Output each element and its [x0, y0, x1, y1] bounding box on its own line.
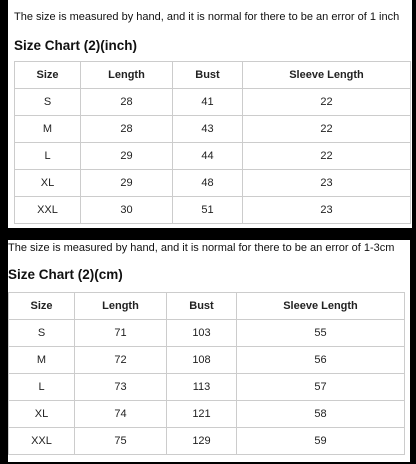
table-row: [9, 320, 405, 347]
table-cell-length: 73: [75, 374, 167, 401]
column-header-length: Length: [75, 293, 167, 320]
size-chart-title: Size Chart (2)(inch): [14, 38, 138, 53]
table-header-row: [9, 293, 405, 320]
table-row: [9, 401, 405, 428]
size-table: [14, 61, 411, 224]
table-cell-sleeve-length: 22: [243, 143, 411, 170]
table-cell-bust: 44: [173, 143, 243, 170]
table-cell-sleeve-length: 59: [237, 428, 405, 455]
table-cell-length: 30: [81, 197, 173, 224]
table-cell-bust: 41: [173, 89, 243, 116]
table-cell-length: 29: [81, 143, 173, 170]
table-cell-sleeve-length: 22: [243, 89, 411, 116]
table-cell-sleeve-length: 23: [243, 197, 411, 224]
table-cell-bust: 103: [167, 320, 237, 347]
size-chart-cm-panel: [8, 240, 410, 462]
table-cell-size: S: [9, 320, 75, 347]
table-cell-length: 72: [75, 347, 167, 374]
column-header-length: Length: [81, 62, 173, 89]
table-cell-sleeve-length: 56: [237, 347, 405, 374]
table-cell-bust: 121: [167, 401, 237, 428]
table-row: [15, 143, 411, 170]
table-cell-bust: 129: [167, 428, 237, 455]
measurement-note: The size is measured by hand, and it is normal for there to be an error of 1 inch: [14, 11, 400, 23]
column-header-sleeve-length: Sleeve Length: [237, 293, 405, 320]
table-cell-size: XXL: [15, 197, 81, 224]
column-header-size: Size: [9, 293, 75, 320]
table-cell-size: S: [15, 89, 81, 116]
size-chart-title: Size Chart (2)(cm): [8, 267, 123, 282]
table-cell-length: 71: [75, 320, 167, 347]
table-cell-length: 75: [75, 428, 167, 455]
size-chart-inch-panel: [8, 0, 412, 228]
table-cell-size: L: [9, 374, 75, 401]
table-cell-length: 28: [81, 89, 173, 116]
column-header-size: Size: [15, 62, 81, 89]
column-header-sleeve-length: Sleeve Length: [243, 62, 411, 89]
table-row: [9, 347, 405, 374]
column-header-bust: Bust: [167, 293, 237, 320]
table-cell-bust: 51: [173, 197, 243, 224]
table-row: [15, 116, 411, 143]
table-cell-length: 28: [81, 116, 173, 143]
table-cell-size: XL: [9, 401, 75, 428]
table-row: [15, 89, 411, 116]
table-row: [15, 197, 411, 224]
table-cell-bust: 113: [167, 374, 237, 401]
table-cell-sleeve-length: 57: [237, 374, 405, 401]
table-cell-bust: 108: [167, 347, 237, 374]
table-row: [15, 170, 411, 197]
measurement-note: The size is measured by hand, and it is normal for there to be an error of 1-3cm: [8, 242, 395, 254]
table-cell-sleeve-length: 22: [243, 116, 411, 143]
table-cell-length: 74: [75, 401, 167, 428]
table-cell-size: XL: [15, 170, 81, 197]
table-cell-size: XXL: [9, 428, 75, 455]
table-row: [9, 428, 405, 455]
table-cell-bust: 48: [173, 170, 243, 197]
table-cell-size: L: [15, 143, 81, 170]
table-cell-sleeve-length: 23: [243, 170, 411, 197]
table-cell-sleeve-length: 58: [237, 401, 405, 428]
table-header-row: [15, 62, 411, 89]
table-cell-sleeve-length: 55: [237, 320, 405, 347]
table-cell-size: M: [15, 116, 81, 143]
size-table: [8, 292, 405, 455]
table-row: [9, 374, 405, 401]
column-header-bust: Bust: [173, 62, 243, 89]
table-cell-length: 29: [81, 170, 173, 197]
table-cell-bust: 43: [173, 116, 243, 143]
table-cell-size: M: [9, 347, 75, 374]
